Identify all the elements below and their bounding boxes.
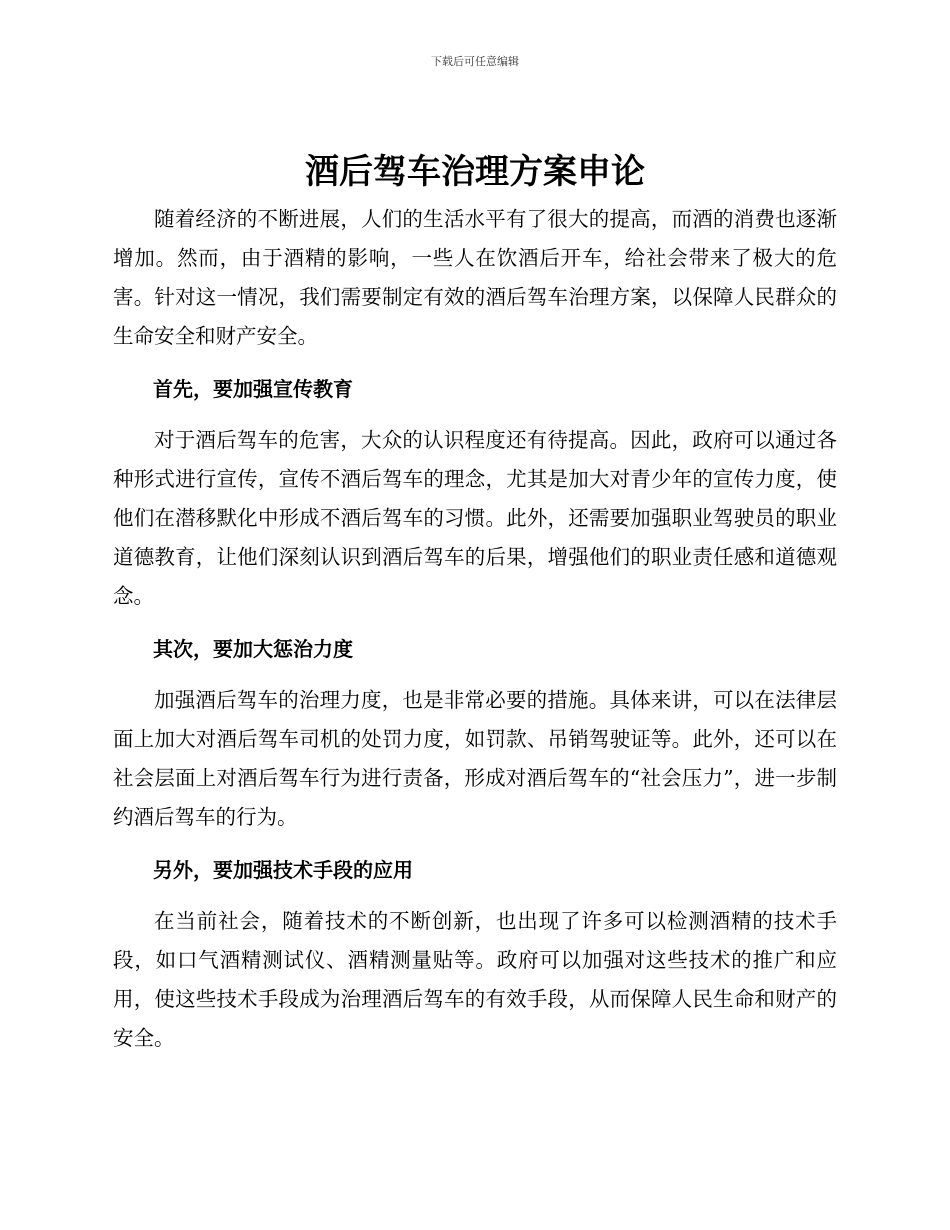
section-heading-technology: 另外，要加强技术手段的应用 — [153, 858, 413, 882]
section-heading-punishment: 其次，要加大惩治力度 — [153, 637, 353, 661]
header-note: 下载后可任意编辑 — [431, 55, 519, 68]
intro-paragraph: 随着经济的不断进展，人们的生活水平有了很大的提高，而酒的消费也逐渐增加。然而，由于酒精的影响，一些人在饮酒后开车，给社会带来了极大的危害。针对这一情况，我们需要制定有效的酒后驾车治理方案，以保障人民群众的生命安全和财产安全。 — [113, 207, 837, 348]
section-paragraph-publicity: 对于酒后驾车的危害，大众的认识程度还有待提高。因此，政府可以通过各种形式进行宣传，宣传不酒后驾车的理念，尤其是加大对青少年的宣传力度，使他们在潜移默化中形成不酒后驾车的习惯。此外，还需要加强职业驾驶员的职业道德教育，让他们深刻认识到酒后驾车的后果，增强他们的职业责任感和道德观念。 — [113, 428, 837, 608]
page-title: 酒后驾车治理方案申论 — [305, 152, 645, 192]
section-paragraph-punishment: 加强酒后驾车的治理力度，也是非常必要的措施。具体来讲，可以在法律层面上加大对酒后驾车司机的处罚力度，如罚款、吊销驾驶证等。此外，还可以在社会层面上对酒后驾车行为进行责备，形成对酒后驾车的“社会压力”，进一步制约酒后驾车的行为。 — [113, 688, 837, 829]
section-heading-publicity: 首先，要加强宣传教育 — [153, 377, 353, 401]
document-body — [113, 200, 837, 1058]
section-paragraph-technology: 在当前社会，随着技术的不断创新，也出现了许多可以检测酒精的技术手段，如口气酒精测试仪、酒精测量贴等。政府可以加强对这些技术的推广和应用，使这些技术手段成为治理酒后驾车的有效手段，从而保障人民生命和财产的安全。 — [113, 909, 837, 1050]
